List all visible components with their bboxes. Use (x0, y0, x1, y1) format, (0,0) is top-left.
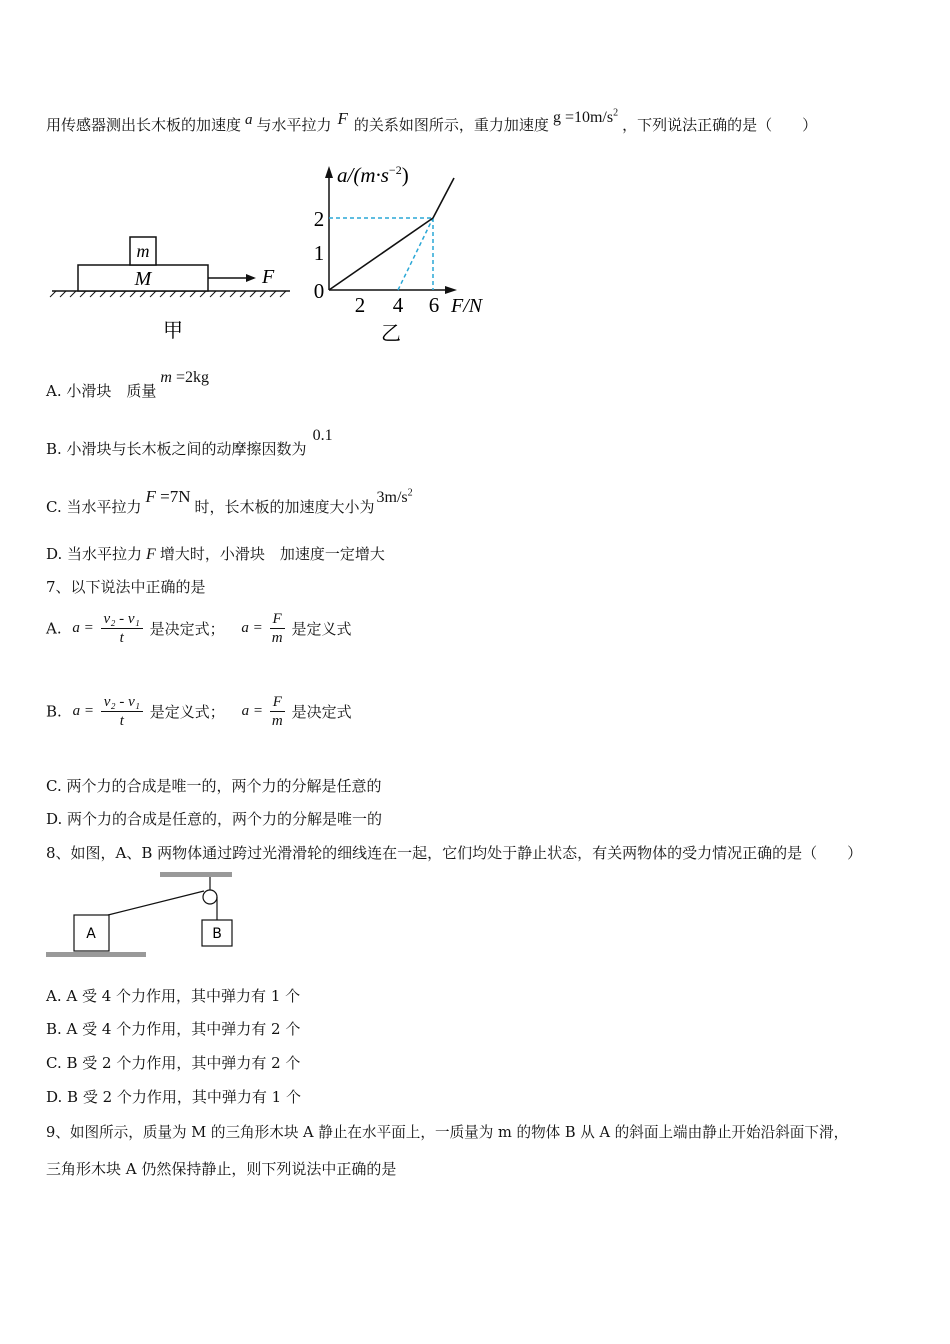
var-a: a (245, 112, 253, 128)
y-tick-0: 0 (313, 279, 325, 303)
q8-option-C[interactable]: C. B 受 2 个力作用，其中弹力有 2 个 (46, 1054, 301, 1072)
option-text: 是定义式； (149, 703, 225, 721)
var-F: F (146, 546, 156, 563)
option-math: $3m/s^2$ (376, 487, 413, 506)
block-A-label: A (86, 926, 96, 942)
block-B-label: B (212, 926, 222, 942)
option-text: 增大时，小滑块 加速度一定增大 (159, 545, 385, 563)
fraction-velocity: $\frac{\text{v₂ - v₁}}{t}$ (101, 693, 143, 730)
block-label-m: m (136, 241, 150, 261)
option-D[interactable] (46, 543, 385, 564)
fraction-force: $\frac{F}{m}$ (270, 693, 285, 730)
question-9-line1: 9、如图所示，质量为 M 的三角形木块 A 静止在水平面上，一质量为 m 的物体 B 从 A 的斜面上端由静止开始沿斜面下滑， (46, 1124, 849, 1141)
x-tick-4: 4 (392, 293, 404, 317)
fraction-velocity: $\frac{\text{v₂ - v₁}}{t}$ (101, 610, 143, 647)
question-7-stem: 7、以下说法中正确的是 (46, 578, 206, 596)
var-F: F (337, 109, 348, 128)
force-label-F: F (262, 266, 275, 288)
rope-inclined (108, 891, 204, 915)
x-axis-label: F/N (451, 295, 483, 317)
option-C[interactable] (46, 487, 413, 517)
x-tick-2: 2 (354, 293, 366, 317)
ground-hatch (50, 291, 286, 297)
y-tick-2: 2 (313, 207, 325, 231)
graph-segment-1 (329, 218, 433, 290)
option-math: m =2kg (160, 369, 209, 386)
figure-jia (46, 225, 296, 345)
option-text: 是定义式 (291, 620, 352, 638)
q7-option-A[interactable] (46, 610, 352, 647)
option-math: 0.1 (312, 427, 333, 444)
question-8-stem: 8、如图，A、B 两物体通过跨过光滑滑轮的细线连在一起，它们均处于静止状态，有关两物体的受力情况正确的是（ ） (46, 844, 863, 862)
option-math: F =7N (145, 487, 191, 506)
option-text: D. 当水平拉力 (46, 545, 143, 563)
option-text: 是决定式 (291, 703, 352, 721)
option-A[interactable] (46, 369, 209, 401)
g-expression: $g =10m/s^2$ (552, 107, 619, 126)
option-label: A. (46, 619, 62, 638)
q7-option-C[interactable]: C. 两个力的合成是唯一的，两个力的分解是任意的 (46, 777, 382, 795)
figure-label-jia: 甲 (163, 318, 183, 342)
option-text: A. 小滑块 质量 (46, 382, 157, 400)
formula-lhs: a = (72, 703, 94, 719)
q8-option-D[interactable]: D. B 受 2 个力作用，其中弹力有 1 个 (46, 1088, 301, 1106)
stem-text: ，下列说法正确的是（ ） (622, 116, 818, 134)
force-arrowhead (246, 274, 256, 282)
q8-option-A[interactable]: A. A 受 4 个力作用，其中弹力有 1 个 (46, 987, 301, 1005)
option-label: B. (46, 702, 62, 721)
fraction-force: $\frac{F}{m}$ (270, 610, 285, 647)
floor (46, 952, 146, 957)
x-tick-6: 6 (428, 293, 440, 317)
dashed-slope (398, 218, 433, 290)
option-text: 时，长木板的加速度大小为 (194, 498, 375, 516)
option-text: B. 小滑块与长木板之间的动摩擦因数为 (46, 440, 307, 458)
stem-text: 与水平拉力 (256, 116, 332, 134)
figure-pulley (44, 868, 244, 963)
pulley-icon (203, 890, 217, 904)
question-9-line2: 三角形木块 A 仍然保持静止，则下列说法中正确的是 (46, 1160, 397, 1178)
ceiling (160, 872, 232, 877)
board-label-M: M (134, 268, 152, 290)
y-axis-label: $a/(m\cdot s^{-2})$ (337, 163, 409, 187)
option-text: 是决定式； (149, 620, 225, 638)
x-axis-arrowhead (445, 286, 457, 294)
q8-option-B[interactable]: B. A 受 4 个力作用，其中弹力有 2 个 (46, 1020, 301, 1038)
formula-lhs: a = (72, 620, 94, 636)
question-stem (46, 107, 818, 135)
y-axis-arrowhead (325, 166, 333, 178)
option-text: C. 当水平拉力 (46, 498, 142, 516)
formula-lhs: a = (241, 703, 263, 719)
stem-text: 的关系如图所示，重力加速度 (353, 116, 549, 134)
figure-yi (305, 158, 505, 348)
q7-option-D[interactable]: D. 两个力的合成是任意的，两个力的分解是唯一的 (46, 810, 383, 828)
stem-text: 用传感器测出长木板的加速度 (46, 116, 242, 134)
formula-lhs: a = (241, 620, 263, 636)
y-tick-1: 1 (313, 241, 325, 265)
figure-label-yi: 乙 (381, 321, 401, 345)
q7-option-B[interactable] (46, 693, 352, 730)
option-B[interactable] (46, 427, 333, 459)
graph-segment-2 (433, 178, 454, 218)
